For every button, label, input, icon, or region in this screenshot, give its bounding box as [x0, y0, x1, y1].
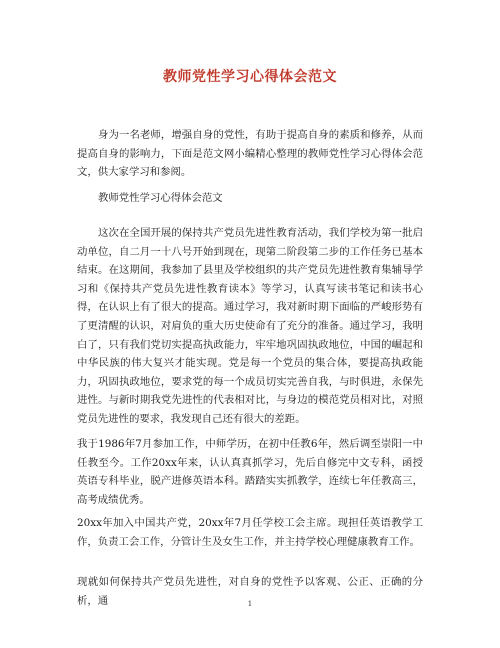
page-number: 1: [247, 600, 253, 608]
body-paragraph-2: 我于1986年7月参加工作，中师学历，在初中任教6年，然后调至崇阳一中任教至今。工作20xx年来，认认真真抓学习，先后自修完中文专科，函授英语专科毕业，脱产进修英语本科。踏踏实实抓教学，连续七年任教高三，高考成绩优秀。: [77, 438, 423, 506]
document-title: 教师党性学习心得体会范文: [163, 69, 337, 85]
body-paragraph-4: 现就如何保持共产党员先进性，对自身的党性予以客观、公正、正确的分析，通: [77, 576, 423, 607]
body-paragraph-3: 20xx年加入中国共产党，20xx年7月任学校工会主席。现担任英语教学工作，负责工会工作，分管计生及女生工作，并主持学校心理健康教育工作。: [77, 517, 423, 548]
subtitle: 教师党性学习心得体会范文: [98, 192, 223, 204]
body-paragraph-1: 这次在全国开展的保持共产党员先进性教育活动，我们学校为第一批启动单位，自二月一十八号开始到现在，现第二阶段第二步的工作任务已基本结束。在这期间，我参加了县里及学校组织的共产党员先进性教育集辅导学习和《保持共产党员先进性教育读本》等学习，认真写读书笔记和读书心得，在认识上有了很大的提高。通过学习，我对新时期下面临的严峻形势有了更清醒的认识，对肩负的重大历史使命有了充分的准备。通过学习，我明白了，只有我们党切实提高执政能力，牢牢地巩固执政地位，中国的崛起和中华民族的伟大复兴才能实现。党是每一个党员的集合体，要提高执政能力，巩固执政地位，要求党的每一个成员切实完善自我，与时俱进，永保先进性。与新时期我党先进性的代表相对比，与身边的模范党员相对比，对照党员先进性的要求，我发现自己还有很大的差距。: [77, 227, 423, 425]
intro-paragraph: 身为一名老师，增强自身的党性，有助于提高自身的素质和修养，从而提高自身的影响力，下面是范文网小编精心整理的教师党性学习心得体会范文，供大家学习和参阅。: [77, 129, 423, 179]
